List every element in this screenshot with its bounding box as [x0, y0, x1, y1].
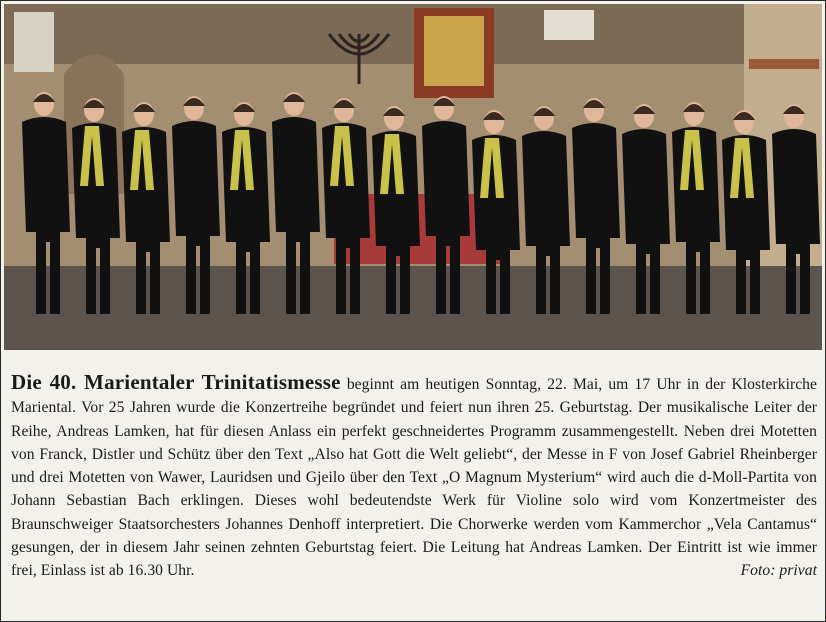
window-left: [14, 12, 54, 72]
window-right: [544, 10, 594, 40]
article-text: [11, 371, 817, 583]
floor: [4, 266, 822, 350]
article-headline: Die 40. Marientaler Trinitatismesse: [11, 370, 341, 394]
choir-photo-illustration: [4, 4, 822, 350]
article-body: beginnt am heutigen Sonntag, 22. Mai, um 17 Uhr in der Klosterkirche Mariental. Vor 25 Jahren wurde die Konzertreihe begründet und feiert nun ihren 25. Geburtstag. Der musikalische Leiter der Reihe, Andreas Lamken, hat für diesen Anlass ein perfekt geschneidertes Programm zusammengestellt. Neben drei Motetten von Franck, Distler und Schütz über den Text „Also hat Gott die Welt geliebt“, der Messe in F von Josef Gabriel Rheinberger und drei Motetten von Wawer, Lauridsen und Gjeilo über den Text „O Magnum Mysterium“ wird auch die d-Moll-Partita von Johann Sebastian Bach erklingen. Dieses wohl bedeutendste Werk für Violine solo wird vom Konzertmeister des Braunschweiger Staatsorchesters Johannes Denhoff interpretiert. Die Chorwerke werden vom Kammerchor „Vela Cantamus“ gesungen, der in diesem Jahr seinen zehnten Geburtstag feiert. Die Leitung hat Andreas Lamken. Der Eintritt ist wie immer frei, Einlass ist ab 16.30 Uhr.: [11, 376, 817, 580]
photo-credit: Foto: privat: [740, 562, 817, 580]
choir-photo: [4, 4, 822, 350]
